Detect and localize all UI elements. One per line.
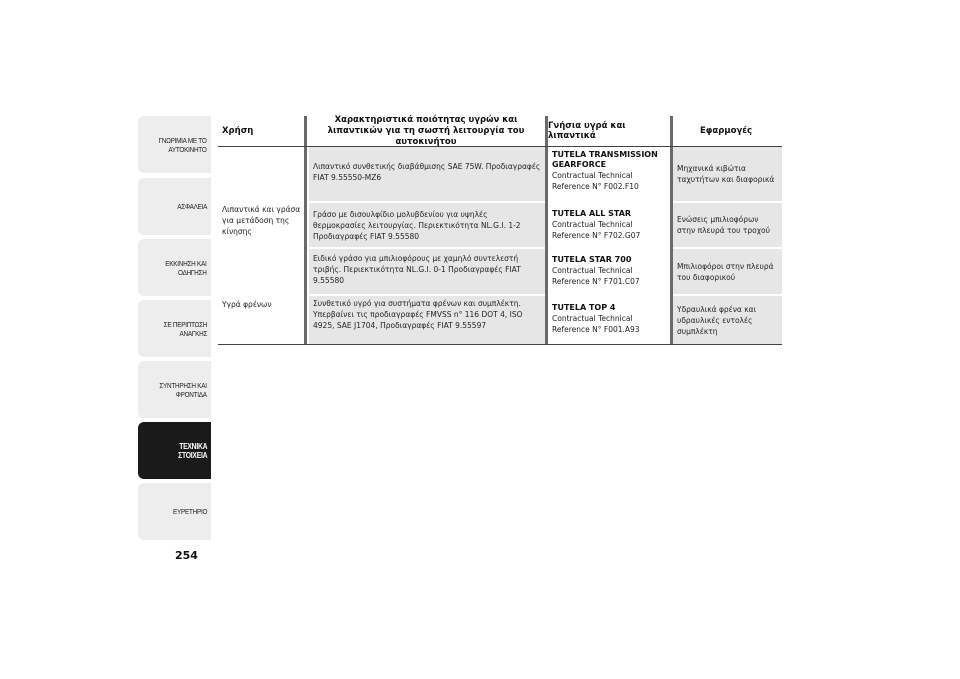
table-row-application — [673, 203, 782, 247]
application-text: Υδραυλικά φρένα και υδραυλικές εντολές συμπλέκτη — [677, 304, 757, 336]
application-text: Μπιλιοφόροι στην πλευρά του διαφορικού — [677, 261, 774, 282]
tab-label: ΕΥΡΕΤΗΡΙΟ — [172, 507, 207, 516]
product-name: TUTELA TOP 4 — [552, 303, 616, 312]
tab-getting-to-know[interactable] — [138, 116, 211, 173]
table-row-characteristics — [309, 147, 545, 201]
table-row-characteristics — [309, 296, 545, 344]
application-text: Ενώσεις μπιλιοφόρων στην πλευρά του τροχού — [677, 215, 770, 235]
tab-technical-data[interactable] — [138, 422, 211, 479]
use-text: Υγρά φρένων — [222, 300, 272, 309]
product-reference: Contractual Technical Reference N° F702.G07 — [552, 220, 641, 240]
characteristics-text: Συνθετικό υγρό για συστήματα φρένων και συμπλέκτη. Υπερβαίνει τις προδιαγραφές FMVSS n° 116 DOT 4, ISO 4925, SAE J1704, Προδιαγραφές FIAT 9.55597 — [313, 299, 523, 330]
table-row-genuine-product — [549, 253, 670, 293]
tab-label: ΤΕΧΝΙΚΑ ΣΤΟΙΧΕΙΑ — [177, 441, 207, 460]
header-characteristics: Χαρακτηριστικά ποιότητας υγρών και λιπαντικών για τη σωστή λειτουργία του αυτοκινήτου — [327, 114, 525, 147]
application-text: Μηχανικά κιβώτια ταχυτήτων και διαφορικά — [677, 164, 775, 184]
tab-starting-driving[interactable] — [138, 239, 211, 296]
header-use: Χρήση — [222, 126, 254, 136]
lubricants-table — [218, 114, 782, 336]
use-cell-brake-fluid — [222, 295, 304, 343]
characteristics-text: Ειδικό γράσο για μπιλιοφόρους με χαμηλό συντελεστή τριβής. Περιεκτικότητα NL.G.I. 0-1 Προδιαγραφές FIAT 9.55580 — [313, 254, 521, 285]
product-name: TUTELA TRANSMISSION GEARFORCE — [552, 150, 658, 169]
product-reference: Contractual Technical Reference N° F001.A93 — [552, 314, 640, 334]
tab-emergency[interactable] — [138, 300, 211, 357]
tab-label: ΓΝΩΡΙΜΙΑ ΜΕ ΤΟ ΑΥΤΟΚΙΝΗΤΟ — [158, 135, 207, 154]
use-text: Λιπαντικά και γράσα για μετάδοση της κίνησης — [222, 205, 301, 236]
tab-label: ΣΥΝΤΗΡΗΣΗ ΚΑΙ ΦΡΟΝΤΙΔΑ — [159, 380, 207, 399]
table-row-application — [673, 147, 782, 201]
tab-safety[interactable] — [138, 178, 211, 235]
characteristics-text: Λιπαντικό συνθετικής διαβάθμισης SAE 75W. Προδιαγραφές FIAT 9.55550-MZ6 — [313, 162, 541, 182]
tab-label: ΑΣΦΑΛΕΙΑ — [177, 202, 207, 211]
table-row-genuine-product — [549, 207, 670, 247]
product-reference: Contractual Technical Reference N° F002.F10 — [552, 171, 639, 191]
header-applications: Εφαρμογές — [699, 126, 753, 136]
tab-label: ΣΕ ΠΕΡΙΠΤΩΣΗ ΑΝΑΓΚΗΣ — [163, 319, 207, 338]
table-row-genuine-product — [549, 301, 670, 343]
header-genuine-products: Γνήσια υγρά και λιπαντικά — [548, 121, 626, 141]
table-row-characteristics — [309, 203, 545, 247]
product-reference: Contractual Technical Reference N° F701.C07 — [552, 266, 640, 286]
column-divider — [545, 116, 548, 344]
table-row-characteristics — [309, 249, 545, 294]
use-cell-transmission — [222, 148, 304, 293]
tab-index[interactable] — [138, 483, 211, 540]
characteristics-text: Γράσο με δισουλφίδιο μολυβδενίου για υψηλές θερμοκρασίες λειτουργίας. Περιεκτικότητα NL.G.I. 1-2 Προδιαγραφές FIAT 9.55580 — [313, 210, 521, 241]
product-name: TUTELA ALL STAR — [552, 209, 632, 218]
product-name: TUTELA STAR 700 — [552, 255, 632, 264]
table-row-application — [673, 249, 782, 294]
table-header — [218, 116, 782, 146]
tab-maintenance[interactable] — [138, 361, 211, 418]
table-row-genuine-product — [549, 148, 670, 202]
table-row-application — [673, 296, 782, 344]
table-bottom-rule — [218, 344, 782, 345]
page-number: 254 — [175, 549, 198, 562]
tab-label: ΕΚΚΙΝΗΣΗ ΚΑΙ ΟΔΗΓΗΣΗ — [165, 258, 207, 277]
column-divider — [304, 116, 307, 344]
